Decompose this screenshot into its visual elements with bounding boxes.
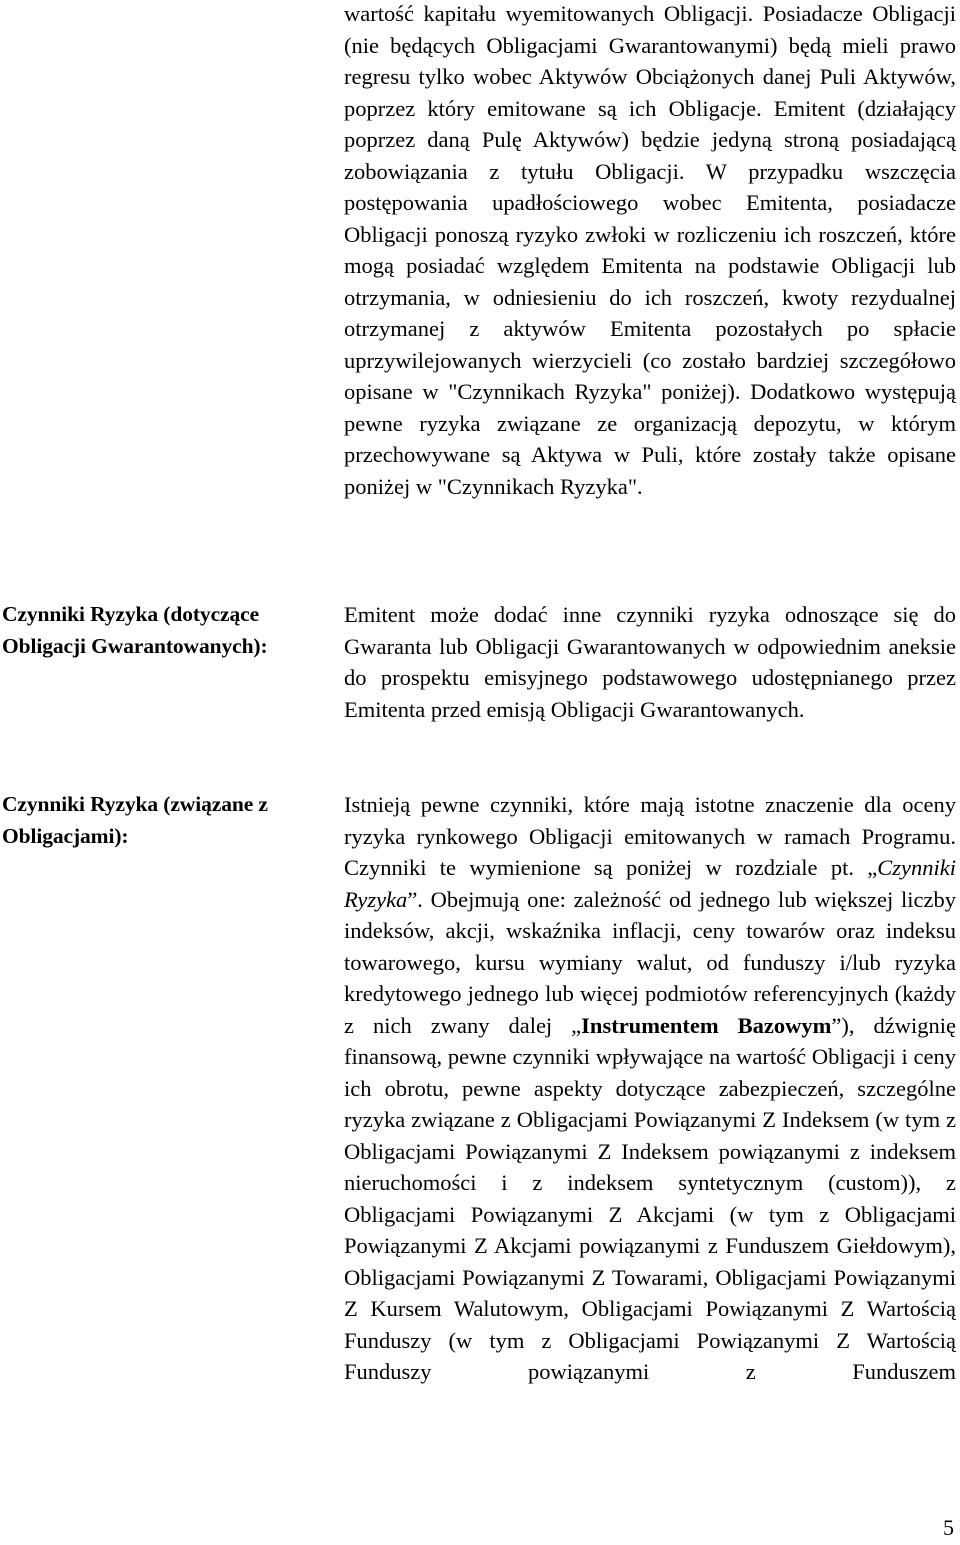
paragraph-guaranteed-bonds: Emitent może dodać inne czynniki ryzyka odnoszące się do Gwaranta lub Obligacji Gwarantowanych w odpowiednim aneksie do prospektu emisyjnego podstawowego udostępnianego przez Emitenta przed emisją Obligacji Gwarantowanych. bbox=[344, 602, 956, 722]
paragraph-intro: wartość kapitału wyemitowanych Obligacji. Posiadacze Obligacji (nie będących Obligacjami Gwarantowanymi) będą mieli prawo regresu tylko wobec Aktywów Obciążonych danej Puli Aktywów, poprzez który emitowane są ich Obligacje. Emitent (działający poprzez daną Pulę Aktywów) będzie jedyną stroną posiadającą zobowiązania z tytułu Obligacji. W przypadku wszczęcia postępowania upadłościowego wobec Emitenta, posiadacze Obligacji ponoszą ryzyko zwłoki w rozliczeniu ich roszczeń, które mogą posiadać względem Emitenta na podstawie Obligacji lub otrzymania, w odniesieniu do ich roszczeń, kwoty rezydualnej otrzymanej z aktywów Emitenta pozostałych po spłacie uprzywilejowanych wierzycieli (co zostało bardziej szczegółowo opisane w "Czynnikach Ryzyka" poniżej). Dodatkowo występują pewne ryzyka związane ze organizacją depozytu, w którym przechowywane są Aktywa w Puli, które zostały także opisane poniżej w "Czynnikach Ryzyka". bbox=[344, 1, 956, 499]
paragraph-bonds bbox=[344, 789, 956, 1388]
section-label-bonds: Czynniki Ryzyka (związane z Obligacjami): bbox=[2, 792, 268, 848]
paragraph-bonds-term-risk-factors: Czynniki Ryzyka bbox=[344, 855, 956, 912]
section-label-guaranteed-bonds: Czynniki Ryzyka (dotyczące Obligacji Gwarantowanych): bbox=[2, 602, 268, 658]
paragraph-bonds-part-2: ”. Obejmują one: zależność od jednego lub większej liczby indeksów, akcji, wskaźnika inflacji, ceny towarów oraz indeksu towarowego, kursu wymiany walut, od funduszy i/lub ryzyka kredytowego jednego lub więcej podmiotów referencyjnych (każdy z nich zwany dalej „ bbox=[344, 886, 956, 1038]
page-number: 5 bbox=[943, 1515, 954, 1540]
paragraph-bonds-part-1: Istnieją pewne czynniki, które mają istotne znaczenie dla oceny ryzyka rynkowego Obligacji emitowanych w ramach Programu. Czynniki te wymienione są poniżej w rozdziale pt. „ bbox=[344, 792, 956, 880]
paragraph-bonds-term-underlying: Instrumentem Bazowym bbox=[581, 1012, 832, 1038]
paragraph-bonds-part-3: ”), dźwignię finansową, pewne czynniki wpływające na wartość Obligacji i ceny ich obrotu, pewne aspekty dotyczące zabezpieczeń, szczególne ryzyka związane z Obligacjami Powiązanymi Z Indeksem (w tym z Obligacjami Powiązanymi Z Indeksem powiązanymi z indeksem nieruchomości i z indeksem syntetycznym (custom)), z Obligacjami Powiązanymi Z Akcjami (w tym z Obligacjami Powiązanymi Z Akcjami powiązanymi z Funduszem Giełdowym), Obligacjami Powiązanymi Z Towarami, Obligacjami Powiązanymi Z Kursem Walutowym, Obligacjami Powiązanymi Z Wartością Funduszy (w tym z Obligacjami Powiązanymi Z Wartością Funduszy powiązanymi z Funduszem bbox=[344, 1012, 956, 1384]
